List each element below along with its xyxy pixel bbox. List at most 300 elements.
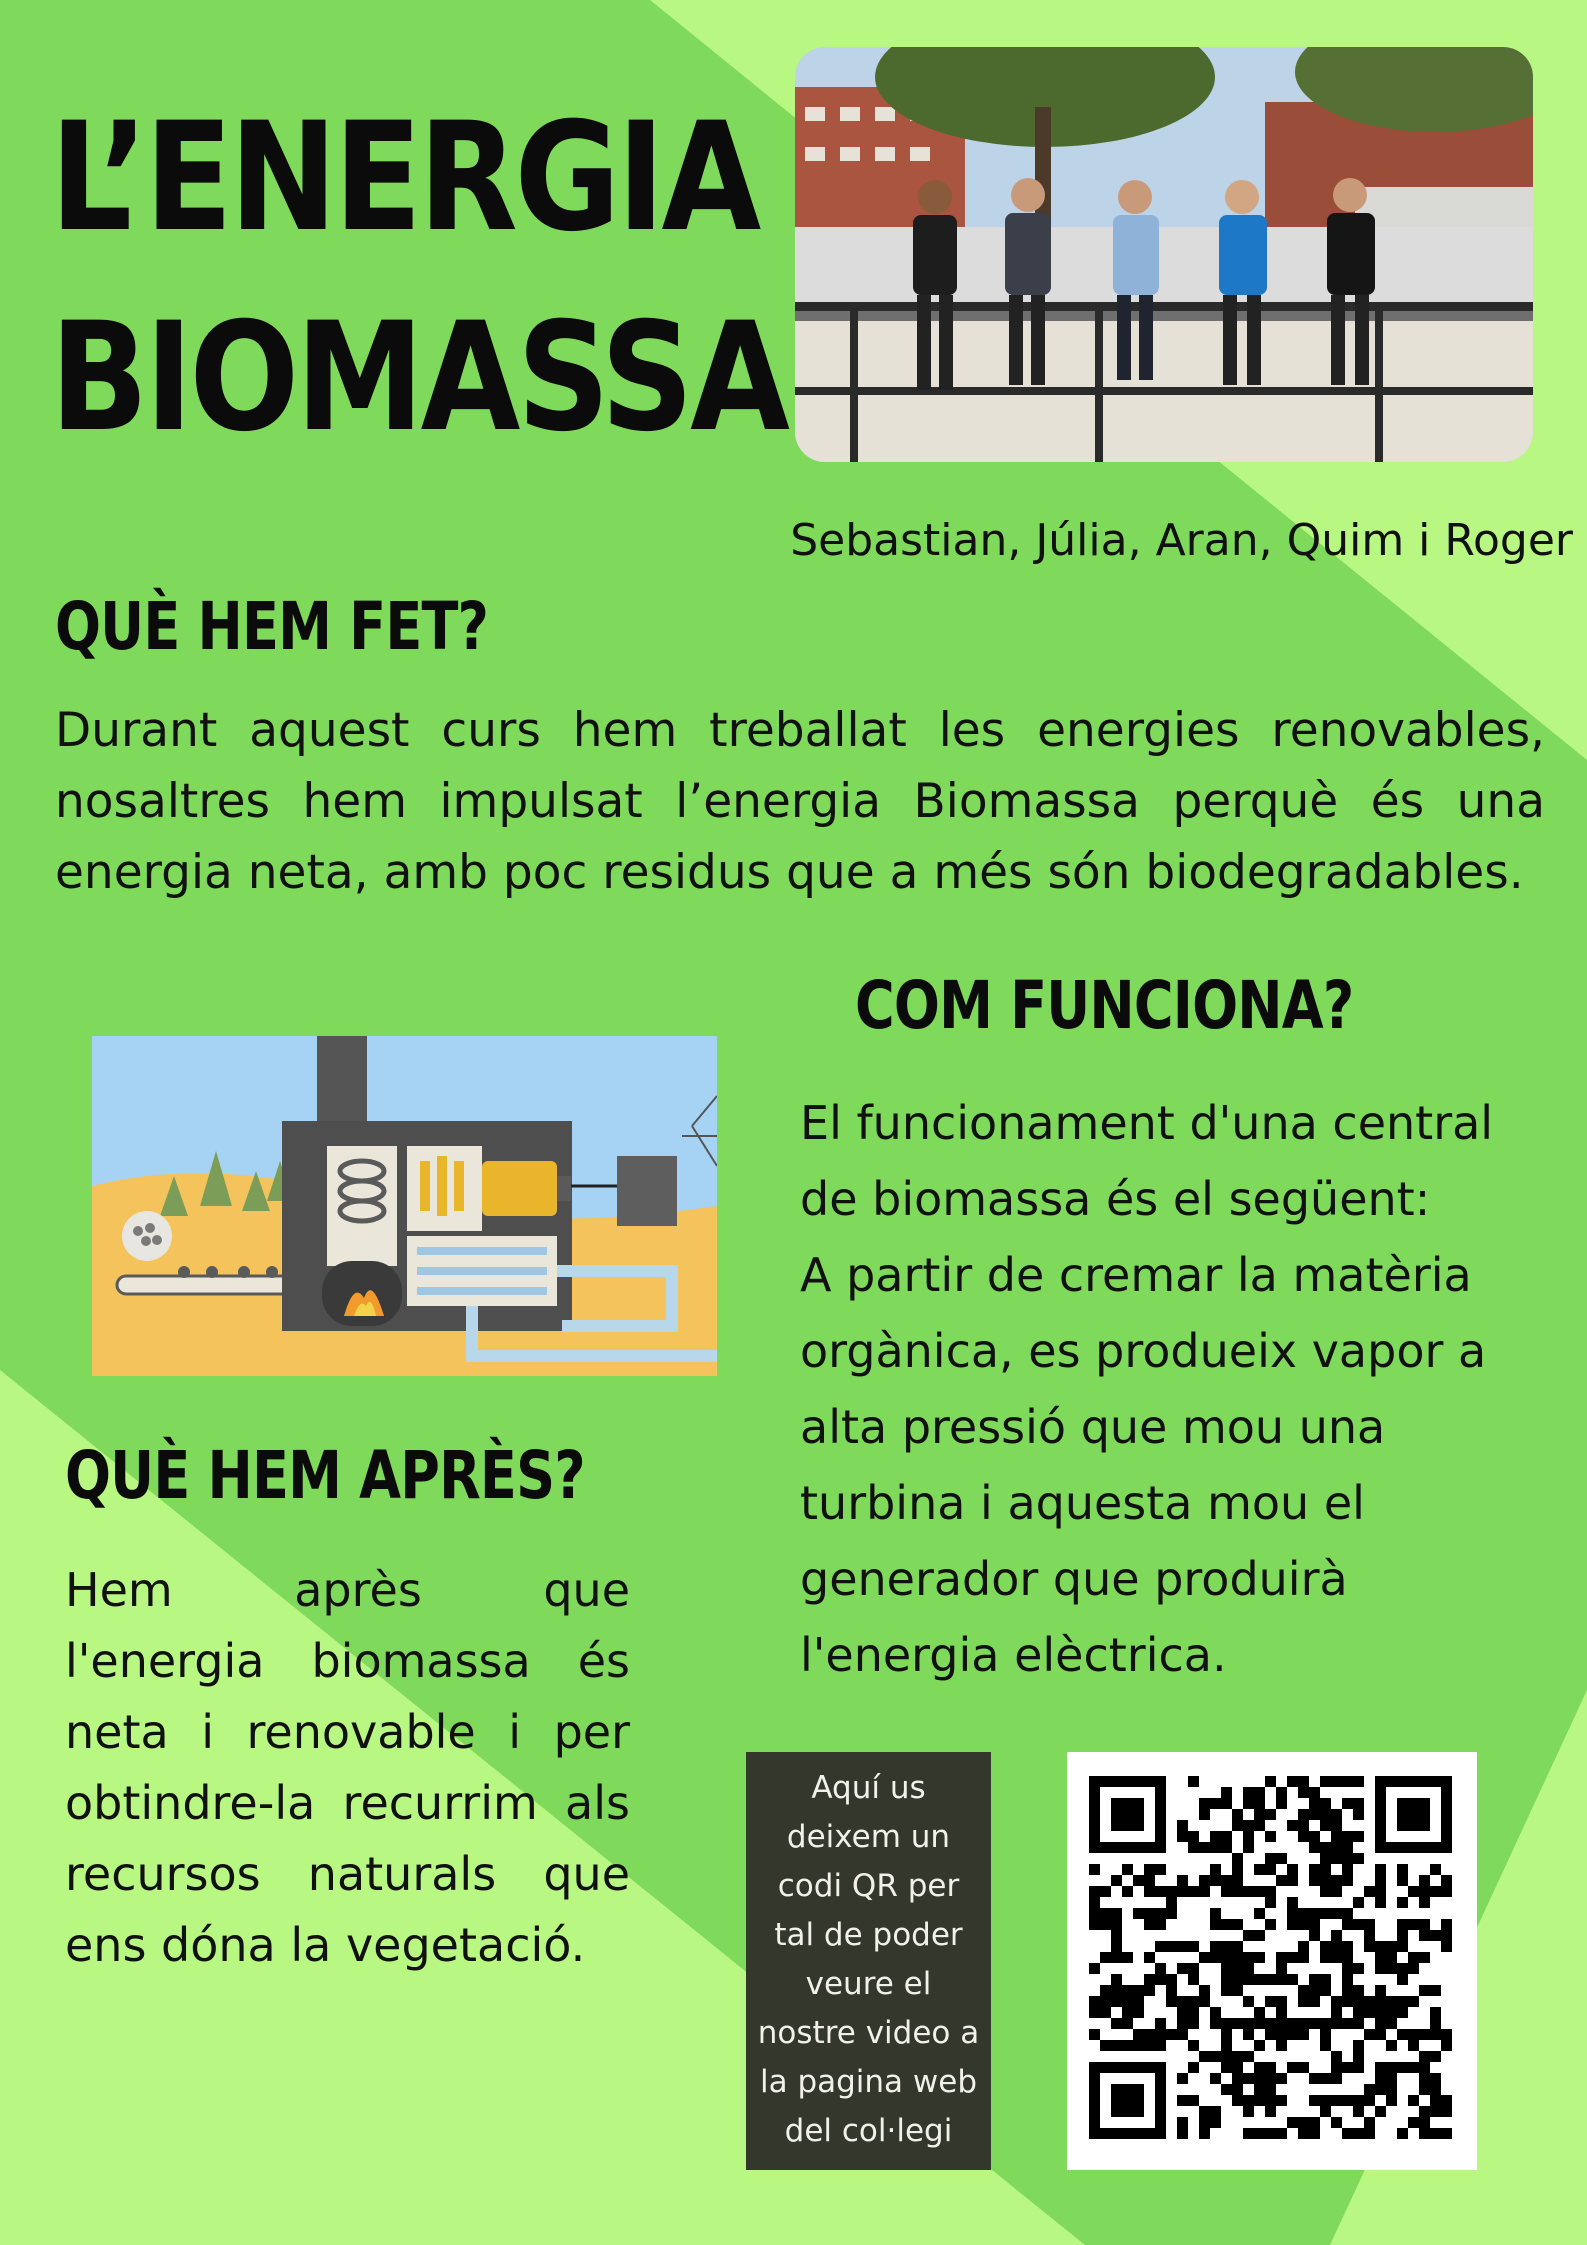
- qr-module: [1397, 2007, 1408, 2018]
- qr-module: [1188, 1886, 1199, 1897]
- qr-module: [1430, 2084, 1441, 2095]
- qr-module: [1221, 1985, 1232, 1996]
- qr-module: [1430, 2106, 1441, 2117]
- qr-code[interactable]: [1067, 1752, 1477, 2170]
- qr-module: [1342, 2062, 1353, 2073]
- qr-module: [1419, 1875, 1430, 1886]
- qr-module: [1188, 1974, 1199, 1985]
- group-photo: [795, 47, 1533, 462]
- qr-module: [1287, 1908, 1298, 1919]
- qr-module: [1419, 2128, 1430, 2139]
- qr-module: [1276, 2128, 1287, 2139]
- qr-module: [1320, 1941, 1331, 1952]
- qr-module: [1221, 1886, 1232, 1897]
- qr-module: [1210, 2051, 1221, 2062]
- qr-module: [1166, 1974, 1177, 1985]
- qr-module: [1243, 1930, 1254, 1941]
- qr-module: [1441, 1919, 1452, 1930]
- qr-module: [1089, 2029, 1100, 2040]
- qr-module: [1243, 1974, 1254, 1985]
- qr-module: [1331, 1996, 1342, 2007]
- qr-module: [1364, 1996, 1375, 2007]
- qr-module: [1188, 1963, 1199, 1974]
- qr-module: [1265, 2106, 1276, 2117]
- qr-module: [1287, 1919, 1298, 1930]
- qr-module: [1155, 1864, 1166, 1875]
- qr-module: [1199, 1952, 1210, 1963]
- text-line: generador que produirà: [800, 1552, 1348, 1606]
- qr-module: [1177, 2073, 1188, 2084]
- qr-module: [1309, 1985, 1320, 1996]
- qr-module: [1430, 1985, 1441, 1996]
- qr-module: [1265, 2073, 1276, 2084]
- qr-module: [1397, 2029, 1408, 2040]
- qr-module: [1397, 1897, 1408, 1908]
- qr-module: [1276, 1853, 1287, 1864]
- qr-module: [1221, 1952, 1232, 1963]
- qr-module: [1265, 1919, 1276, 1930]
- qr-module: [1309, 1809, 1320, 1820]
- qr-module: [1265, 1853, 1276, 1864]
- qr-module: [1254, 1930, 1265, 1941]
- qr-module: [1408, 1996, 1419, 2007]
- qr-module: [1111, 1875, 1122, 1886]
- qr-module: [1419, 1897, 1430, 1908]
- qr-module: [1089, 1919, 1100, 1930]
- qr-module: [1309, 1974, 1320, 1985]
- qr-module: [1144, 1875, 1155, 1886]
- qr-module: [1243, 1798, 1254, 1809]
- qr-module: [1397, 2062, 1408, 2073]
- qr-module: [1199, 2051, 1210, 2062]
- qr-module: [1100, 2040, 1111, 2051]
- qr-module: [1353, 1776, 1364, 1787]
- qr-module: [1397, 1919, 1408, 1930]
- qr-module: [1320, 2095, 1331, 2106]
- qr-module: [1298, 2117, 1309, 2128]
- qr-module: [1309, 1864, 1320, 1875]
- caption-line: Aquí us: [811, 1770, 926, 1806]
- qr-module: [1375, 1897, 1386, 1908]
- qr-module: [1276, 1787, 1287, 1798]
- qr-module: [1331, 1809, 1342, 1820]
- qr-module: [1375, 2062, 1386, 2073]
- qr-module: [1166, 1886, 1177, 1897]
- qr-module: [1309, 1919, 1320, 1930]
- qr-module: [1287, 2062, 1298, 2073]
- qr-module: [1232, 1809, 1243, 1820]
- qr-module: [1210, 1908, 1221, 1919]
- qr-module: [1386, 2095, 1397, 2106]
- qr-module: [1199, 2117, 1210, 2128]
- qr-finder: [1111, 1798, 1144, 1831]
- qr-module: [1166, 1941, 1177, 1952]
- qr-module: [1199, 1886, 1210, 1897]
- heading-que-hem-apres: QUÈ HEM APRÈS?: [65, 1437, 585, 1514]
- qr-module: [1111, 2040, 1122, 2051]
- qr-module: [1331, 1941, 1342, 1952]
- caption-line: veure el: [805, 1966, 932, 2002]
- qr-module: [1364, 1941, 1375, 1952]
- qr-caption-box: [746, 1752, 991, 2170]
- biomass-plant-illustration: [92, 1036, 717, 1376]
- caption-line: la pagina web: [759, 2064, 978, 2100]
- qr-module: [1353, 1963, 1364, 1974]
- qr-module: [1430, 1886, 1441, 1897]
- qr-module: [1177, 2018, 1188, 2029]
- qr-module: [1375, 1952, 1386, 1963]
- qr-module: [1155, 1919, 1166, 1930]
- qr-module: [1309, 1908, 1320, 1919]
- qr-module: [1111, 1985, 1122, 1996]
- qr-module: [1353, 2095, 1364, 2106]
- qr-module: [1199, 1996, 1210, 2007]
- qr-module: [1441, 2040, 1452, 2051]
- qr-module: [1375, 2007, 1386, 2018]
- qr-module: [1144, 2029, 1155, 2040]
- qr-module: [1320, 1908, 1331, 1919]
- qr-module: [1331, 2007, 1342, 2018]
- qr-module: [1188, 2007, 1199, 2018]
- qr-module: [1353, 2018, 1364, 2029]
- qr-module: [1309, 2095, 1320, 2106]
- qr-module: [1320, 1776, 1331, 1787]
- qr-module: [1309, 2018, 1320, 2029]
- qr-module: [1243, 1996, 1254, 2007]
- qr-module: [1298, 1820, 1309, 1831]
- qr-module: [1254, 1809, 1265, 1820]
- qr-module: [1342, 1941, 1353, 1952]
- qr-module: [1254, 1820, 1265, 1831]
- qr-module: [1177, 1831, 1188, 1842]
- qr-module: [1100, 1908, 1111, 1919]
- qr-module: [1210, 1864, 1221, 1875]
- qr-module: [1353, 2007, 1364, 2018]
- qr-module: [1265, 1974, 1276, 1985]
- qr-module: [1331, 2117, 1342, 2128]
- text-line: alta pressió que mou una: [800, 1400, 1386, 1454]
- qr-module: [1320, 1809, 1331, 1820]
- qr-module: [1254, 2073, 1265, 2084]
- qr-module: [1254, 1864, 1265, 1875]
- qr-module: [1199, 1842, 1210, 1853]
- qr-module: [1441, 2095, 1452, 2106]
- qr-module: [1243, 1842, 1254, 1853]
- qr-module: [1353, 1853, 1364, 1864]
- qr-module: [1386, 2018, 1397, 2029]
- caption-line: nostre video a: [757, 2015, 980, 2051]
- qr-module: [1276, 2007, 1287, 2018]
- qr-module: [1375, 2029, 1386, 2040]
- qr-module: [1298, 2128, 1309, 2139]
- qr-module: [1419, 1985, 1430, 1996]
- qr-module: [1364, 2084, 1375, 2095]
- qr-module: [1221, 2018, 1232, 2029]
- qr-module: [1331, 1908, 1342, 1919]
- authors-line: Sebastian, Júlia, Aran, Quim i Roger: [790, 515, 1573, 566]
- qr-module: [1133, 1875, 1144, 1886]
- qr-module: [1089, 2007, 1100, 2018]
- qr-module: [1177, 1996, 1188, 2007]
- qr-module: [1375, 1941, 1386, 1952]
- qr-module: [1309, 2073, 1320, 2084]
- qr-module: [1232, 2073, 1243, 2084]
- qr-module: [1166, 1897, 1177, 1908]
- qr-module: [1221, 1919, 1232, 1930]
- qr-module: [1419, 2106, 1430, 2117]
- qr-module: [1298, 2018, 1309, 2029]
- qr-module: [1342, 1974, 1353, 1985]
- qr-module: [1265, 1831, 1276, 1842]
- qr-module: [1441, 2029, 1452, 2040]
- qr-module: [1386, 1963, 1397, 1974]
- qr-module: [1221, 1963, 1232, 1974]
- qr-module: [1441, 1941, 1452, 1952]
- qr-module: [1210, 1842, 1221, 1853]
- qr-module: [1430, 2029, 1441, 2040]
- qr-module: [1232, 1853, 1243, 1864]
- qr-module: [1221, 2040, 1232, 2051]
- qr-module: [1166, 2029, 1177, 2040]
- qr-module: [1441, 1875, 1452, 1886]
- qr-module: [1276, 1952, 1287, 1963]
- qr-module: [1100, 1952, 1111, 1963]
- qr-module: [1199, 1875, 1210, 1886]
- qr-module: [1397, 1864, 1408, 1875]
- qr-module: [1331, 1831, 1342, 1842]
- qr-module: [1342, 1798, 1353, 1809]
- qr-module: [1155, 1963, 1166, 1974]
- qr-module: [1320, 1886, 1331, 1897]
- qr-module: [1111, 1908, 1122, 1919]
- qr-module: [1320, 2106, 1331, 2117]
- qr-module: [1309, 1875, 1320, 1886]
- qr-module: [1287, 1952, 1298, 1963]
- qr-module: [1243, 1886, 1254, 1897]
- qr-module: [1287, 1820, 1298, 1831]
- qr-module: [1254, 2018, 1265, 2029]
- qr-module: [1441, 2128, 1452, 2139]
- qr-module: [1254, 1798, 1265, 1809]
- qr-module: [1342, 1963, 1353, 1974]
- qr-module: [1320, 1820, 1331, 1831]
- qr-module: [1309, 1798, 1320, 1809]
- qr-module: [1342, 1952, 1353, 1963]
- qr-module: [1111, 2018, 1122, 2029]
- qr-module: [1232, 2084, 1243, 2095]
- qr-module: [1298, 2062, 1309, 2073]
- qr-module: [1408, 1919, 1419, 1930]
- qr-module: [1177, 1963, 1188, 1974]
- qr-module: [1342, 2018, 1353, 2029]
- qr-module: [1331, 2018, 1342, 2029]
- qr-module: [1342, 1776, 1353, 1787]
- qr-module: [1331, 2062, 1342, 2073]
- qr-module: [1210, 1875, 1221, 1886]
- qr-module: [1375, 2084, 1386, 2095]
- qr-module: [1309, 1842, 1320, 1853]
- qr-module: [1364, 2007, 1375, 2018]
- qr-module: [1122, 2007, 1133, 2018]
- qr-module: [1177, 2095, 1188, 2106]
- qr-module: [1265, 1886, 1276, 1897]
- qr-module: [1353, 2106, 1364, 2117]
- qr-module: [1331, 1842, 1342, 1853]
- qr-module: [1100, 1919, 1111, 1930]
- qr-module: [1309, 2117, 1320, 2128]
- qr-module: [1331, 2051, 1342, 2062]
- qr-module: [1320, 1952, 1331, 1963]
- qr-module: [1243, 2029, 1254, 2040]
- heading-que-hem-fet: QUÈ HEM FET?: [55, 588, 489, 665]
- qr-module: [1430, 2128, 1441, 2139]
- qr-module: [1210, 2117, 1221, 2128]
- qr-module: [1342, 1842, 1353, 1853]
- qr-module: [1331, 1853, 1342, 1864]
- qr-module: [1397, 1963, 1408, 1974]
- qr-module: [1287, 1864, 1298, 1875]
- qr-module: [1419, 1930, 1430, 1941]
- qr-module: [1221, 1787, 1232, 1798]
- qr-module: [1430, 2007, 1441, 2018]
- qr-module: [1232, 1919, 1243, 1930]
- qr-module: [1265, 1996, 1276, 2007]
- paragraph-com-funciona: [800, 1085, 1540, 1693]
- qr-module: [1375, 1886, 1386, 1897]
- qr-module: [1419, 2051, 1430, 2062]
- qr-module: [1287, 1897, 1298, 1908]
- qr-module: [1232, 1864, 1243, 1875]
- qr-module: [1089, 1864, 1100, 1875]
- qr-module: [1353, 1897, 1364, 1908]
- qr-module: [1309, 1787, 1320, 1798]
- qr-module: [1331, 1875, 1342, 1886]
- qr-module: [1320, 1875, 1331, 1886]
- qr-module: [1320, 2040, 1331, 2051]
- qr-module: [1353, 2051, 1364, 2062]
- text-line: A partir de cremar la matèria: [800, 1248, 1472, 1302]
- qr-module: [1188, 2095, 1199, 2106]
- qr-module: [1298, 1996, 1309, 2007]
- qr-module: [1298, 1919, 1309, 1930]
- qr-module: [1221, 2029, 1232, 2040]
- paragraph-que-hem-apres: Hem après que l'energia biomassa és neta i renovable i per obtindre-la recurrim als recursos naturals que ens dóna la vegetació.: [65, 1563, 630, 1972]
- qr-module: [1144, 1985, 1155, 1996]
- qr-module: [1276, 1963, 1287, 1974]
- qr-module: [1386, 1941, 1397, 1952]
- qr-module: [1331, 2095, 1342, 2106]
- qr-module: [1342, 1831, 1353, 1842]
- qr-module: [1232, 1974, 1243, 1985]
- qr-module: [1254, 1952, 1265, 1963]
- qr-module: [1441, 1930, 1452, 1941]
- qr-module: [1232, 1820, 1243, 1831]
- qr-module: [1298, 1941, 1309, 1952]
- qr-module: [1331, 1886, 1342, 1897]
- qr-module: [1364, 2029, 1375, 2040]
- qr-module: [1320, 2073, 1331, 2084]
- text-line: de biomassa és el següent:: [800, 1172, 1431, 1226]
- qr-module: [1144, 2040, 1155, 2051]
- qr-module: [1320, 1974, 1331, 1985]
- qr-module: [1188, 1941, 1199, 1952]
- qr-module: [1232, 1952, 1243, 1963]
- qr-module: [1089, 1886, 1100, 1897]
- qr-module: [1386, 2084, 1397, 2095]
- qr-module: [1276, 2040, 1287, 2051]
- qr-module: [1353, 1985, 1364, 1996]
- qr-module: [1133, 1908, 1144, 1919]
- qr-module: [1144, 1974, 1155, 1985]
- qr-module: [1419, 1919, 1430, 1930]
- qr-module: [1408, 2029, 1419, 2040]
- qr-module: [1188, 2040, 1199, 2051]
- qr-module: [1430, 2018, 1441, 2029]
- text-line: El funcionament d'una central: [800, 1096, 1494, 1150]
- qr-module: [1419, 1952, 1430, 1963]
- qr-module: [1430, 2073, 1441, 2084]
- qr-module: [1320, 2029, 1331, 2040]
- qr-module: [1364, 2117, 1375, 2128]
- qr-module: [1254, 2040, 1265, 2051]
- qr-module: [1188, 1831, 1199, 1842]
- qr-module: [1298, 1787, 1309, 1798]
- qr-module: [1232, 2095, 1243, 2106]
- qr-module: [1342, 2128, 1353, 2139]
- qr-module: [1342, 1996, 1353, 2007]
- qr-module: [1221, 1974, 1232, 1985]
- qr-module: [1188, 1842, 1199, 1853]
- qr-module: [1155, 1974, 1166, 1985]
- qr-module: [1397, 1974, 1408, 1985]
- qr-module: [1386, 2040, 1397, 2051]
- qr-module: [1265, 2062, 1276, 2073]
- qr-module: [1111, 1930, 1122, 1941]
- qr-module: [1199, 2128, 1210, 2139]
- qr-module: [1133, 2029, 1144, 2040]
- qr-module: [1100, 1996, 1111, 2007]
- qr-module: [1232, 1886, 1243, 1897]
- qr-module: [1122, 1886, 1133, 1897]
- qr-module: [1122, 1864, 1133, 1875]
- qr-module: [1397, 1875, 1408, 1886]
- qr-module: [1298, 1985, 1309, 1996]
- qr-module: [1353, 1798, 1364, 1809]
- qr-module: [1298, 1831, 1309, 1842]
- qr-module: [1276, 1875, 1287, 1886]
- qr-module: [1089, 1908, 1100, 1919]
- qr-module: [1243, 2106, 1254, 2117]
- paragraph-que-hem-fet: Durant aquest curs hem treballat les energies renovables, nosaltres hem impulsat l’energia Biomassa perquè és una energia neta, amb poc residus que a més són biodegradables.: [55, 703, 1545, 900]
- qr-module: [1188, 2018, 1199, 2029]
- qr-module: [1177, 1875, 1188, 1886]
- qr-module: [1254, 2084, 1265, 2095]
- qr-module: [1386, 2062, 1397, 2073]
- qr-module: [1265, 2029, 1276, 2040]
- qr-module: [1100, 2007, 1111, 2018]
- qr-module: [1254, 2095, 1265, 2106]
- qr-module: [1265, 2095, 1276, 2106]
- qr-module: [1276, 2095, 1287, 2106]
- qr-module: [1177, 1886, 1188, 1897]
- qr-module: [1441, 1886, 1452, 1897]
- qr-module: [1265, 1864, 1276, 1875]
- qr-module: [1298, 1908, 1309, 1919]
- qr-module: [1287, 2018, 1298, 2029]
- qr-module: [1089, 1963, 1100, 1974]
- qr-module: [1155, 2018, 1166, 2029]
- qr-module: [1232, 1963, 1243, 1974]
